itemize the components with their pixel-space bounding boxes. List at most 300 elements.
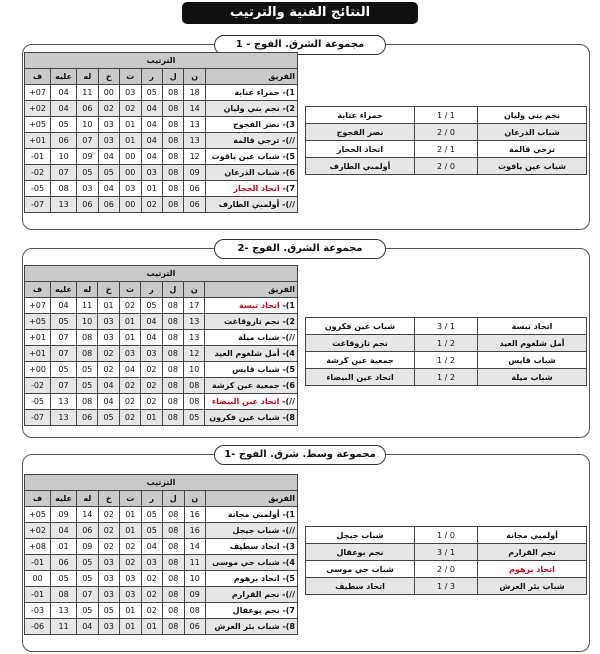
standings-row	[25, 619, 298, 635]
header-goals-against: عليه	[50, 282, 76, 298]
team-name: شباب قايس	[232, 365, 280, 374]
team-cell	[205, 165, 297, 181]
goals-against-cell: 04	[50, 298, 76, 314]
match-row	[306, 561, 587, 578]
won-cell: 04	[141, 330, 162, 346]
team-cell	[205, 619, 297, 635]
team-name: نجم القرارم	[231, 590, 280, 599]
match-row	[306, 578, 587, 595]
standings-row	[25, 101, 298, 117]
played-cell: 08	[162, 362, 183, 378]
group-title-3: مجموعة وسط. شرق. الفوج -1	[214, 445, 386, 465]
standings-row	[25, 378, 298, 394]
match-score: 2 / 1	[415, 335, 478, 352]
goals-against-cell: 05	[50, 362, 76, 378]
goals-for-cell: 05	[76, 362, 97, 378]
goals-for-cell: 06	[77, 197, 98, 213]
match-score: 0 / 2	[415, 158, 478, 175]
points-cell: 09	[184, 587, 205, 603]
won-cell: 04	[141, 101, 162, 117]
draw-cell: 01	[120, 619, 141, 635]
team-cell	[205, 539, 297, 555]
points-cell: 11	[184, 555, 205, 571]
points-cell: 10	[184, 362, 205, 378]
match-away-team: نصر الفجوج	[306, 124, 415, 141]
match-away-team: اتحاد الحجار	[306, 141, 415, 158]
played-cell: 08	[162, 197, 183, 213]
lost-cell: 04	[98, 181, 119, 197]
goals-for-cell: 05	[76, 378, 97, 394]
team-name: شباب جيجل	[232, 526, 280, 535]
draw-cell: 02	[119, 298, 140, 314]
lost-cell: 02	[98, 523, 119, 539]
header-difference: ف	[25, 69, 51, 85]
difference-cell: 05-	[25, 181, 51, 197]
goals-for-cell: 05	[77, 165, 98, 181]
difference-cell: 01-	[25, 587, 51, 603]
goals-against-cell: 07	[50, 378, 76, 394]
team-name: نصر الفجوج	[232, 120, 280, 129]
matches-table-3	[305, 526, 587, 595]
goals-for-cell: 09	[77, 539, 98, 555]
points-cell: 10	[184, 571, 205, 587]
goals-against-cell: 05	[51, 117, 77, 133]
team-cell	[205, 362, 298, 378]
draw-cell: 01	[119, 330, 140, 346]
header-won: ر	[141, 69, 162, 85]
difference-cell: 02+	[25, 523, 51, 539]
played-cell: 08	[162, 85, 183, 101]
goals-for-cell: 11	[76, 298, 97, 314]
match-row	[306, 352, 587, 369]
team-cell	[205, 587, 297, 603]
team-cell	[205, 394, 298, 410]
match-home-team: ترجي قالمة	[478, 141, 587, 158]
header-team: الفريق	[205, 491, 297, 507]
match-home-team: شباب ميلة	[478, 369, 587, 386]
draw-cell: 01	[120, 523, 141, 539]
header-team: الفريق	[205, 69, 297, 85]
won-cell: 02	[141, 378, 162, 394]
standings-row	[25, 523, 298, 539]
difference-cell: 02-	[25, 378, 51, 394]
won-cell: 05	[141, 298, 162, 314]
team-cell	[205, 410, 298, 426]
draw-cell: 01	[120, 507, 141, 523]
rank-label: 2)-	[282, 317, 295, 326]
match-home-team: أمل شلغوم العيد	[478, 335, 587, 352]
team-cell	[205, 555, 297, 571]
goals-for-cell: 11	[77, 85, 98, 101]
won-cell: 04	[141, 117, 162, 133]
lost-cell: 02	[98, 507, 119, 523]
played-cell: 08	[162, 346, 183, 362]
draw-cell: 02	[120, 555, 141, 571]
difference-cell: 07-	[25, 410, 51, 426]
played-cell: 08	[163, 539, 184, 555]
lost-cell: 03	[98, 314, 119, 330]
match-score: 1 / 3	[415, 544, 478, 561]
rank-label: 6)-	[282, 168, 295, 177]
standings-table-3	[24, 474, 298, 635]
goals-for-cell: 10	[76, 314, 97, 330]
draw-cell: 00	[120, 165, 141, 181]
difference-cell: 00+	[25, 362, 51, 378]
lost-cell: 00	[98, 85, 119, 101]
header-goals-for: له	[77, 69, 98, 85]
draw-cell: 02	[119, 410, 140, 426]
points-cell: 14	[184, 101, 205, 117]
standings-row	[25, 362, 298, 378]
rank-label: 1)-	[282, 301, 295, 310]
won-cell: 02	[141, 587, 162, 603]
played-cell: 08	[162, 149, 183, 165]
difference-cell: 03-	[25, 603, 51, 619]
played-cell: 08	[162, 378, 183, 394]
standings-row	[25, 507, 298, 523]
rank-label: //)-	[282, 590, 295, 599]
match-home-team: اتحاد برهوم	[478, 561, 587, 578]
played-cell: 08	[162, 165, 183, 181]
won-cell: 03	[141, 346, 162, 362]
goals-against-cell: 05	[50, 314, 76, 330]
points-cell: 14	[184, 539, 205, 555]
rank-label: 4)-	[282, 349, 295, 358]
match-score: 1 / 1	[415, 107, 478, 124]
team-cell	[205, 603, 297, 619]
match-away-team: جمعية عين كرشة	[306, 352, 415, 369]
team-name: اتحاد الحجار	[233, 184, 280, 193]
header-lost: خ	[98, 491, 119, 507]
standings-row	[25, 555, 298, 571]
won-cell: 01	[141, 619, 162, 635]
won-cell: 03	[141, 555, 162, 571]
standings-table-1	[24, 52, 298, 213]
lost-cell: 03	[98, 587, 119, 603]
played-cell: 08	[162, 314, 183, 330]
rank-label: 7)-	[282, 184, 295, 193]
played-cell: 08	[162, 394, 183, 410]
goals-against-cell: 08	[51, 181, 77, 197]
team-cell	[205, 117, 297, 133]
match-away-team: شباب عين فكرون	[306, 318, 415, 335]
difference-cell: 00	[25, 571, 51, 587]
lost-cell: 02	[98, 346, 119, 362]
standings-row	[25, 587, 298, 603]
goals-for-cell: 09	[77, 149, 98, 165]
header-points: ن	[184, 69, 205, 85]
standings-caption: الترتيب	[25, 53, 298, 69]
goals-for-cell: 05	[77, 555, 98, 571]
lost-cell: 05	[98, 603, 119, 619]
team-cell	[205, 101, 297, 117]
match-home-team: اتحاد تبسة	[478, 318, 587, 335]
difference-cell: 02+	[25, 101, 51, 117]
points-cell: 06	[184, 197, 205, 213]
played-cell: 08	[162, 133, 183, 149]
difference-cell: 01-	[25, 555, 51, 571]
won-cell: 02	[141, 603, 162, 619]
standings-row	[25, 133, 298, 149]
draw-cell: 00	[120, 149, 141, 165]
won-cell: 02	[141, 394, 162, 410]
team-cell	[205, 523, 297, 539]
goals-for-cell: 10	[77, 117, 98, 133]
match-away-team: أولمبي الطارف	[306, 158, 415, 175]
rank-label: //)-	[282, 333, 295, 342]
played-cell: 08	[163, 571, 184, 587]
header-difference: ف	[25, 491, 51, 507]
draw-cell: 02	[119, 394, 140, 410]
draw-cell: 01	[120, 133, 141, 149]
played-cell: 08	[163, 603, 184, 619]
team-cell	[205, 378, 298, 394]
team-cell	[205, 149, 297, 165]
points-cell: 08	[184, 603, 205, 619]
won-cell: 03	[141, 165, 162, 181]
match-score: 0 / 2	[415, 124, 478, 141]
won-cell: 05	[141, 523, 162, 539]
played-cell: 08	[162, 410, 183, 426]
goals-for-cell: 07	[77, 587, 98, 603]
match-row	[306, 335, 587, 352]
difference-cell: 01+	[25, 346, 51, 362]
team-name: حمراء عنابة	[234, 88, 280, 97]
match-home-team: شباب بئر العرش	[478, 578, 587, 595]
team-name: نجم تازوقاغت	[224, 317, 280, 326]
goals-against-cell: 07	[50, 346, 76, 362]
points-cell: 13	[184, 117, 205, 133]
group-title-1: مجموعة الشرق. الفوج - 1	[214, 35, 386, 55]
points-cell: 18	[184, 85, 205, 101]
goals-against-cell: 08	[51, 587, 77, 603]
points-cell: 12	[184, 346, 205, 362]
header-played: ل	[162, 69, 183, 85]
header-played: ل	[163, 491, 184, 507]
goals-for-cell: 06	[76, 410, 97, 426]
standings-row	[25, 181, 298, 197]
rank-label: //)-	[282, 397, 295, 406]
points-cell: 06	[184, 181, 205, 197]
header-draw: ت	[119, 282, 140, 298]
match-away-team: حمراء عنابة	[306, 107, 415, 124]
header-lost: خ	[98, 282, 119, 298]
standings-row	[25, 571, 298, 587]
played-cell: 08	[163, 587, 184, 603]
points-cell: 08	[184, 394, 205, 410]
goals-for-cell: 05	[77, 603, 98, 619]
won-cell: 05	[141, 507, 162, 523]
goals-for-cell: 07	[77, 133, 98, 149]
header-draw: ت	[120, 69, 141, 85]
rank-label: 5)-	[282, 574, 295, 583]
header-lost: خ	[98, 69, 119, 85]
difference-cell: 07+	[25, 85, 51, 101]
team-name: نجم بني وليان	[223, 104, 280, 113]
match-row	[306, 158, 587, 175]
goals-for-cell: 06	[77, 523, 98, 539]
won-cell: 02	[141, 571, 162, 587]
won-cell: 05	[141, 85, 162, 101]
won-cell: 01	[141, 181, 162, 197]
rank-label: 5)-	[282, 152, 295, 161]
team-cell	[205, 181, 297, 197]
draw-cell: 03	[120, 85, 141, 101]
team-name: نجم بوعقال	[232, 606, 280, 615]
played-cell: 08	[162, 330, 183, 346]
rank-label: 2)-	[282, 104, 295, 113]
match-score: 1 / 3	[415, 318, 478, 335]
match-row	[306, 124, 587, 141]
standings-row	[25, 149, 298, 165]
difference-cell: 05+	[25, 507, 51, 523]
draw-cell: 03	[120, 587, 141, 603]
team-cell	[205, 314, 298, 330]
goals-against-cell: 04	[51, 85, 77, 101]
rank-label: 6)-	[282, 381, 295, 390]
difference-cell: 06-	[25, 619, 51, 635]
draw-cell: 03	[120, 571, 141, 587]
team-name: اتحاد برهوم	[233, 574, 280, 583]
lost-cell: 04	[98, 378, 119, 394]
header-goals-for: له	[77, 491, 98, 507]
goals-for-cell: 03	[77, 181, 98, 197]
difference-cell: 05+	[25, 314, 51, 330]
team-name: أولمبي مجانة	[227, 510, 280, 519]
difference-cell: 07+	[25, 298, 51, 314]
lost-cell: 04	[98, 394, 119, 410]
team-name: اتحاد سطيف	[229, 542, 280, 551]
page-title: النتائج الفنية والترتيب	[182, 2, 418, 24]
goals-against-cell: 09	[51, 507, 77, 523]
rank-label: 7)-	[282, 606, 295, 615]
header-played: ل	[162, 282, 183, 298]
team-name: شباب عين فكرون	[209, 413, 280, 422]
rank-label: 1)-	[282, 88, 295, 97]
played-cell: 08	[163, 507, 184, 523]
won-cell: 04	[141, 133, 162, 149]
team-name: اتحاد عين البيضاء	[212, 397, 280, 406]
match-row	[306, 107, 587, 124]
lost-cell: 03	[98, 619, 119, 635]
played-cell: 08	[162, 117, 183, 133]
header-goals-for: له	[76, 282, 97, 298]
lost-cell: 03	[98, 117, 119, 133]
points-cell: 09	[184, 165, 205, 181]
team-cell	[205, 133, 297, 149]
team-name: أمل شلغوم العيد	[214, 349, 280, 358]
won-cell: 04	[141, 314, 162, 330]
draw-cell: 03	[120, 181, 141, 197]
points-cell: 13	[184, 133, 205, 149]
header-goals-against: عليه	[51, 69, 77, 85]
team-name: اتحاد تبسة	[238, 301, 280, 310]
match-home-team: شباب قايس	[478, 352, 587, 369]
points-cell: 05	[184, 410, 205, 426]
draw-cell: 01	[119, 314, 140, 330]
difference-cell: 01+	[25, 330, 51, 346]
difference-cell: 08+	[25, 539, 51, 555]
points-cell: 16	[184, 523, 205, 539]
header-points: ن	[184, 282, 205, 298]
match-row	[306, 318, 587, 335]
standings-row	[25, 346, 298, 362]
standings-table-2	[24, 265, 298, 426]
played-cell: 08	[163, 555, 184, 571]
rank-label: 1)-	[282, 510, 295, 519]
match-home-team: شباب الذرعان	[478, 124, 587, 141]
draw-cell: 04	[119, 362, 140, 378]
match-home-team: نجم القرارم	[478, 544, 587, 561]
goals-against-cell: 07	[50, 330, 76, 346]
lost-cell: 04	[98, 149, 119, 165]
goals-against-cell: 06	[51, 555, 77, 571]
matches-table-2	[305, 317, 587, 386]
goals-against-cell: 07	[51, 165, 77, 181]
standings-row	[25, 197, 298, 213]
standings-row	[25, 330, 298, 346]
lost-cell: 06	[98, 197, 119, 213]
team-name: شباب ميلة	[238, 333, 280, 342]
rank-label: //)-	[282, 526, 295, 535]
match-score: 0 / 2	[415, 561, 478, 578]
team-cell	[205, 85, 297, 101]
goals-against-cell: 13	[50, 394, 76, 410]
header-points: ن	[184, 491, 205, 507]
won-cell: 04	[141, 149, 162, 165]
goals-for-cell: 06	[77, 101, 98, 117]
group-title-2: مجموعة الشرق. الفوج -2	[214, 239, 386, 259]
match-home-team: أولمبي مجانة	[478, 527, 587, 544]
header-team: الفريق	[205, 282, 298, 298]
points-cell: 06	[184, 619, 205, 635]
draw-cell: 02	[120, 539, 141, 555]
difference-cell: 07-	[25, 197, 51, 213]
lost-cell: 03	[98, 330, 119, 346]
draw-cell: 01	[120, 603, 141, 619]
standings-row	[25, 298, 298, 314]
played-cell: 08	[162, 101, 183, 117]
difference-cell: 01-	[25, 149, 51, 165]
match-away-team: نجم تازوقاغت	[306, 335, 415, 352]
lost-cell: 02	[98, 362, 119, 378]
lost-cell: 03	[98, 555, 119, 571]
team-cell	[205, 507, 297, 523]
won-cell: 02	[141, 362, 162, 378]
team-cell	[205, 346, 298, 362]
draw-cell: 01	[120, 117, 141, 133]
rank-label: 3)-	[282, 542, 295, 551]
won-cell: 04	[141, 539, 162, 555]
played-cell: 08	[162, 298, 183, 314]
played-cell: 08	[163, 619, 184, 635]
team-cell	[205, 197, 297, 213]
match-home-team: شباب عين ياقوت	[478, 158, 587, 175]
points-cell: 13	[184, 314, 205, 330]
header-difference: ف	[25, 282, 51, 298]
goals-against-cell: 04	[51, 101, 77, 117]
matches-table-1	[305, 106, 587, 175]
goals-against-cell: 13	[51, 603, 77, 619]
lost-cell: 03	[98, 133, 119, 149]
match-row	[306, 369, 587, 386]
team-name: أولمبي الطارف	[218, 200, 280, 209]
rank-label: 8)-	[282, 622, 295, 631]
team-cell	[205, 330, 298, 346]
goals-for-cell: 08	[76, 346, 97, 362]
header-draw: ت	[120, 491, 141, 507]
match-away-team: شباب جيجل	[306, 527, 415, 544]
